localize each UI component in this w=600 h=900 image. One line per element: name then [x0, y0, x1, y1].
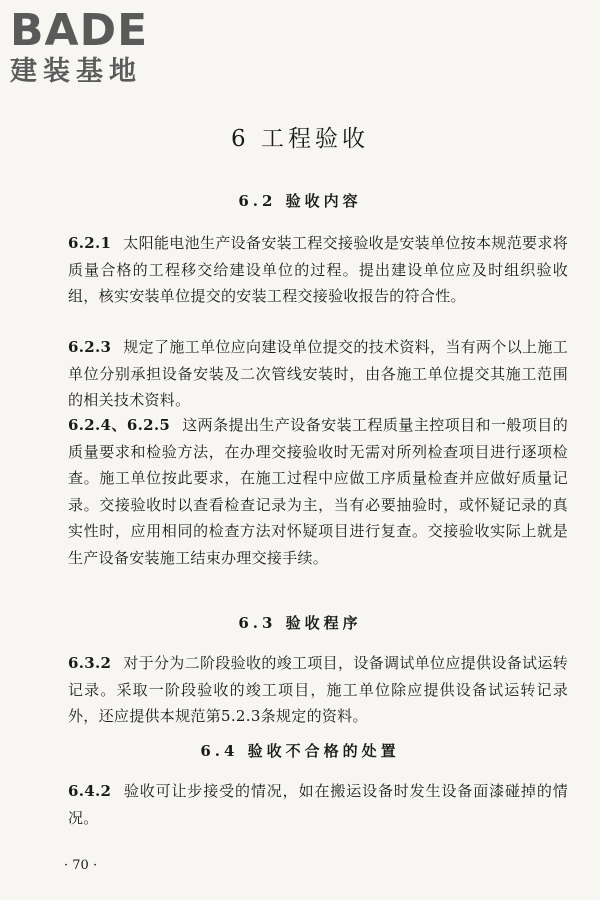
section-title-6-4: 6.4 验收不合格的处置: [200, 742, 400, 760]
clause-text: 验收可让步接受的情况，如在搬运设备时发生设备面漆碰掉的情况。: [68, 782, 568, 827]
clause-6-2-1: [68, 230, 568, 310]
clause-6-4-2: [68, 778, 568, 831]
clause-text: 规定了施工单位应向建设单位提交的技术资料，当有两个以上施工单位分别承担设备安装及二次管线安装时，由各施工单位提交其施工范围的相关技术资料。: [68, 338, 568, 409]
clause-number: 6.2.3: [68, 338, 112, 356]
clause-text: 对于分为二阶段验收的竣工项目，设备调试单位应提供设备试运转记录。采取一阶段验收的竣工项目，施工单位除应提供设备试运转记录外，还应提供本规范第5.2.3条规定的资料。: [68, 654, 568, 725]
clause-text: 太阳能电池生产设备安装工程交接验收是安装单位按本规范要求将质量合格的工程移交给建设单位的过程。提出建设单位应及时组织验收组，核实安装单位提交的安装工程交接验收报告的符合性。: [68, 234, 568, 305]
clause-6-2-3: [68, 334, 568, 414]
page-number: · 70 ·: [64, 858, 98, 873]
clause-6-2-4-5: [68, 412, 568, 571]
clause-number: 6.3.2: [68, 654, 112, 672]
clause-number: 6.2.1: [68, 234, 112, 252]
clause-text: 这两条提出生产设备安装工程质量主控项目和一般项目的质量要求和检验方法，在办理交接验收时无需对所列检查项目进行逐项检查。施工单位按此要求，在施工过程中应做工序质量检查并应做好质量记录。交接验收时以查看检查记录为主，当有必要抽验时，或怀疑记录的真实性时，应用相同的检查方法对怀疑项目进行复查。交接验收实际上就是生产设备安装施工结束办理交接手续。: [68, 416, 568, 567]
section-title-6-3: 6.3 验收程序: [238, 614, 362, 632]
chapter-title: 6 工程验收: [231, 126, 369, 152]
clause-6-3-2: [68, 650, 568, 730]
clause-number: 6.4.2: [68, 782, 112, 800]
logo-subtitle: 建装基地: [10, 56, 142, 87]
section-title-6-2: 6.2 验收内容: [238, 192, 362, 210]
clause-number: 6.2.4、6.2.5: [68, 416, 171, 434]
logo-mark: BADE: [10, 5, 149, 56]
publisher-logo: [10, 5, 180, 88]
